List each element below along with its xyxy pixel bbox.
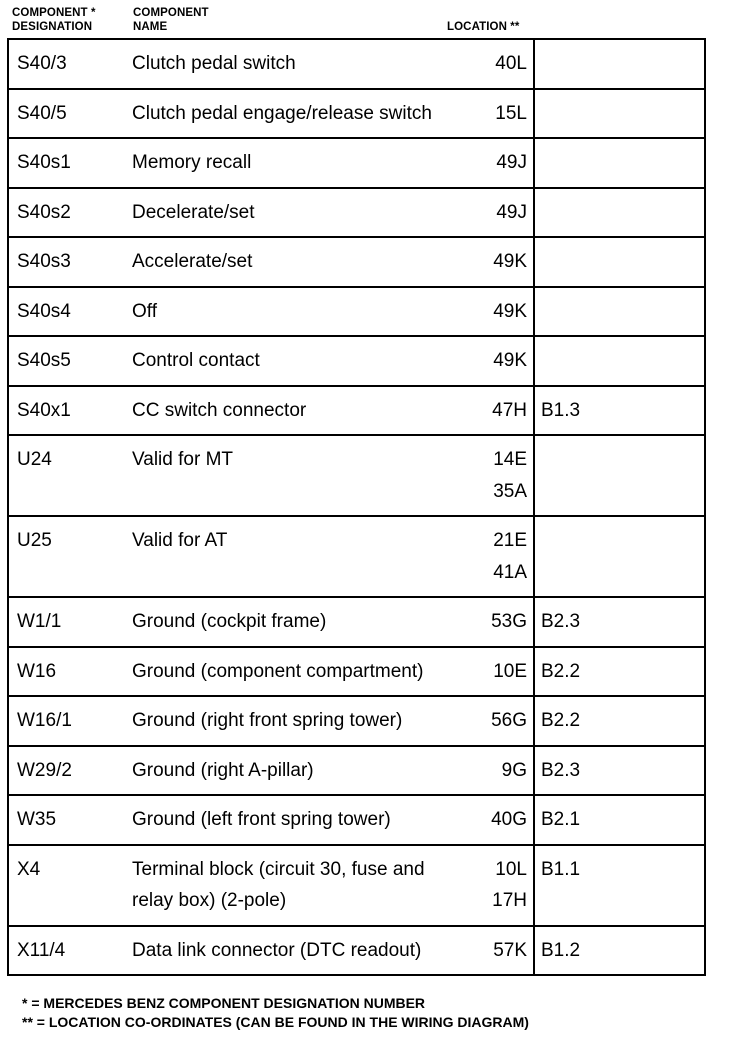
component-location [467,705,533,737]
diagram-reference: B1.3 [541,399,581,421]
component-location [467,395,533,427]
component-name-line: Control contact [132,350,260,371]
component-cell [8,845,534,926]
component-designation: X11/4 [17,939,66,961]
diagram-reference: B2.2 [541,710,581,731]
diagram-reference: B2.3 [541,611,581,632]
table-row [8,188,705,238]
table-row [8,287,705,337]
diagram-reference-cell [534,516,705,597]
location-coordinate: 35A [493,480,527,502]
location-coordinate: 49K [493,350,527,371]
component-designation: W35 [17,809,57,830]
component-location [467,345,533,377]
component-location [467,246,533,278]
diagram-reference: B2.2 [541,660,581,682]
location-coordinate: 41A [493,561,527,583]
table-row [8,516,705,597]
component-designation: U24 [17,449,52,470]
table-row [8,386,705,436]
footnote-location: ** = LOCATION CO-ORDINATES (CAN BE FOUND IN THE WIRING DIAGRAM) [22,1014,529,1030]
component-cell [8,597,534,647]
component-cell [8,287,534,337]
location-coordinate: 40G [491,809,527,830]
component-cell [8,386,534,436]
component-location [467,854,533,917]
component-designation: S40/5 [17,102,67,124]
component-designation: S40x1 [17,399,71,421]
component-table-body [8,39,705,975]
table-row [8,926,705,976]
component-location [467,296,533,328]
table-row [8,696,705,746]
component-designation: U25 [17,530,52,551]
column-header-designation [12,6,96,34]
component-location [467,804,533,836]
component-name [132,854,467,917]
diagram-reference: B1.1 [541,858,581,880]
component-name-line: Memory recall [132,152,252,173]
component-designation: X4 [17,858,41,880]
component-designation: S40/3 [17,53,67,74]
column-header-name-line: COMPONENT [133,7,209,19]
diagram-reference: B1.2 [541,939,581,961]
component-table [7,38,706,976]
diagram-reference-cell [534,89,705,139]
location-coordinate: 56G [491,710,527,731]
component-name [132,345,467,377]
diagram-reference-cell [534,435,705,516]
component-location [467,444,533,507]
diagram-reference: B2.1 [541,809,581,830]
component-cell [8,926,534,976]
component-name-line: Decelerate/set [132,201,255,223]
table-row [8,336,705,386]
component-name [132,296,467,328]
component-name-line: Data link connector (DTC readout) [132,939,422,961]
component-designation: S40s1 [17,152,71,173]
table-row [8,237,705,287]
diagram-reference-cell [534,845,705,926]
diagram-reference-cell [534,647,705,697]
component-name-line: Accelerate/set [132,251,253,272]
table-row [8,795,705,845]
table-row [8,435,705,516]
component-location [467,606,533,638]
component-name [132,606,467,638]
component-location [467,147,533,179]
diagram-reference-cell [534,188,705,238]
component-location [467,197,533,229]
column-header-designation-line: COMPONENT * [12,7,96,19]
table-row [8,89,705,139]
location-coordinate: 40L [495,53,527,74]
location-coordinate: 14E [493,449,527,470]
component-name [132,804,467,836]
diagram-reference-cell [534,597,705,647]
component-cell [8,89,534,139]
component-name-line: CC switch connector [132,399,307,421]
component-location [467,525,533,588]
component-name [132,48,467,80]
component-cell [8,336,534,386]
column-header-location: LOCATION ** [447,21,520,33]
location-coordinate: 47H [492,399,527,421]
component-cell [8,39,534,89]
component-name [132,525,467,588]
component-name [132,755,467,787]
table-row [8,39,705,89]
component-cell [8,138,534,188]
location-coordinate: 17H [492,890,527,911]
diagram-reference-cell [534,336,705,386]
diagram-reference-cell [534,39,705,89]
component-name-line: Off [132,300,157,322]
location-coordinate: 49K [493,300,527,322]
component-designation: S40s2 [17,201,71,223]
footnotes [22,994,529,1032]
component-location [467,656,533,688]
component-name-line: Valid for MT [132,449,234,470]
component-name-line: Terminal block (circuit 30, fuse and [132,858,425,880]
component-name-line: Ground (left front spring tower) [132,809,391,830]
location-coordinate: 10E [493,660,527,682]
diagram-reference-cell [534,795,705,845]
component-name [132,147,467,179]
diagram-reference: B2.3 [541,759,581,781]
location-coordinate: 9G [501,759,527,781]
diagram-reference-cell [534,237,705,287]
location-coordinate: 49J [496,152,527,173]
component-designation: S40s4 [17,300,71,322]
component-name [132,197,467,229]
component-name [132,444,467,507]
location-coordinate: 10L [495,858,527,880]
diagram-reference-cell [534,386,705,436]
component-cell [8,435,534,516]
location-coordinate: 15L [495,102,527,124]
component-designation: S40s5 [17,350,71,371]
component-cell [8,647,534,697]
component-name-line: Ground (right A-pillar) [132,759,314,781]
component-designation: S40s3 [17,251,71,272]
location-coordinate: 49K [493,251,527,272]
component-cell [8,696,534,746]
component-name-line: Ground (cockpit frame) [132,611,327,632]
component-name [132,98,467,130]
table-row [8,138,705,188]
component-cell [8,237,534,287]
footnote-designation: * = MERCEDES BENZ COMPONENT DESIGNATION NUMBER [22,995,426,1011]
component-name-line: Ground (right front spring tower) [132,710,403,731]
component-designation: W1/1 [17,611,62,632]
component-designation: W16 [17,660,57,682]
component-location [467,98,533,130]
component-name [132,705,467,737]
diagram-reference-cell [534,696,705,746]
location-coordinate: 49J [496,201,527,223]
table-row [8,746,705,796]
location-coordinate: 53G [491,611,527,632]
component-name-line: Clutch pedal engage/release switch [132,102,432,124]
table-row [8,845,705,926]
component-location [467,935,533,967]
table-row [8,647,705,697]
component-name [132,935,467,967]
component-designation: W16/1 [17,710,72,731]
component-location [467,48,533,80]
component-name [132,656,467,688]
component-name [132,395,467,427]
component-cell [8,516,534,597]
diagram-reference-cell [534,746,705,796]
component-cell [8,188,534,238]
column-header-name-line: NAME [133,21,168,33]
diagram-reference-cell [534,926,705,976]
component-name-line: Valid for AT [132,530,228,551]
component-name-line: relay box) (2-pole) [132,890,287,911]
component-location [467,755,533,787]
table-row [8,597,705,647]
component-name-line: Clutch pedal switch [132,53,296,74]
column-header-designation-line: DESIGNATION [12,21,93,33]
component-designation: W29/2 [17,759,72,781]
component-name-line: Ground (component compartment) [132,660,424,682]
component-cell [8,746,534,796]
location-coordinate: 57K [493,939,527,961]
diagram-reference-cell [534,138,705,188]
component-cell [8,795,534,845]
component-name [132,246,467,278]
column-header-name [133,6,209,34]
location-coordinate: 21E [493,530,527,551]
diagram-reference-cell [534,287,705,337]
